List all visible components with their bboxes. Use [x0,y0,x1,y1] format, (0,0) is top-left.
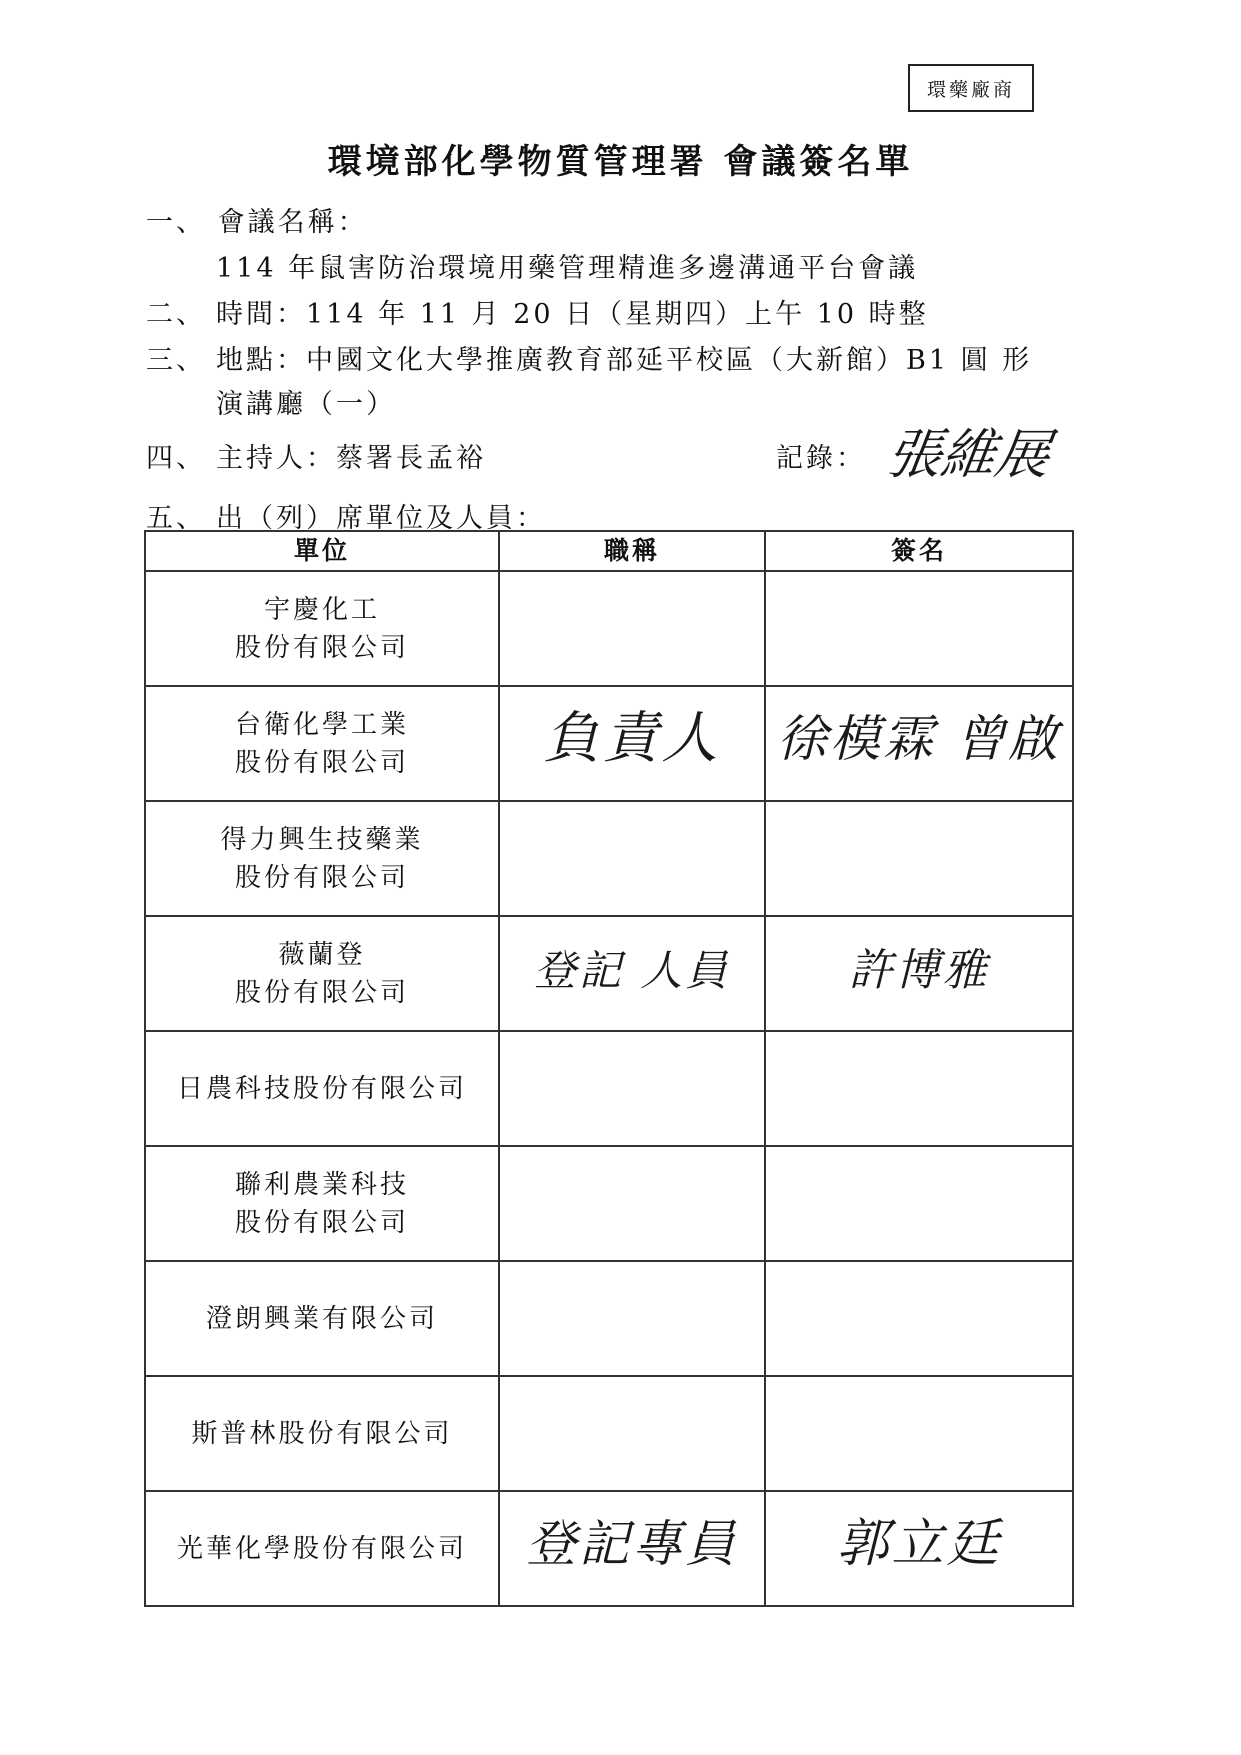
handwritten-signature: 郭立廷 [836,1514,1002,1574]
meeting-name: 114 年鼠害防治環境用藥管理精進多邊溝通平台會議 [216,253,919,284]
title-cell [499,1146,765,1261]
table-header-row [145,531,1073,571]
handwritten-signature: 徐模霖 曾啟 [777,710,1061,768]
title-cell [499,686,765,801]
table-row [145,571,1073,686]
meeting-name-label: 一、 會議名稱： [146,207,368,238]
time-text: 時間：114 年 11 月 20 日（星期四）上午 10 時整 [216,299,929,330]
header-unit: 單位 [145,531,499,571]
attendees-label: 出（列）席單位及人員： [216,503,546,534]
title-cell [499,1031,765,1146]
time-line [146,292,929,331]
handwritten-title: 登記 人員 [533,945,731,995]
table-row [145,1031,1073,1146]
unit-cell: 光華化學股份有限公司 [145,1491,499,1606]
title-cell [499,1376,765,1491]
title-cell [499,1491,765,1606]
header-signature: 簽名 [765,531,1073,571]
unit-cell: 台衛化學工業 股份有限公司 [145,686,499,801]
unit-cell: 宇慶化工 股份有限公司 [145,571,499,686]
place-line [146,338,1032,377]
unit-cell: 聯利農業科技 股份有限公司 [145,1146,499,1261]
unit-cell: 日農科技股份有限公司 [145,1031,499,1146]
signature-cell [765,571,1073,686]
title-cell [499,916,765,1031]
place-text: 地點：中國文化大學推廣教育部延平校區（大新館）B1 圓 形 [216,345,1033,376]
attendees-number: 五、 [146,503,206,534]
table-row [145,1146,1073,1261]
title-cell [499,571,765,686]
handwritten-title: 負責人 [543,705,721,771]
table-row [145,1376,1073,1491]
signature-cell [765,1146,1073,1261]
signature-cell [765,1031,1073,1146]
table-row [145,686,1073,801]
handwritten-title: 登記專員 [526,1515,738,1573]
host-number: 四、 [146,443,206,474]
signature-cell [765,916,1073,1031]
host-line [146,436,486,475]
attendance-table [144,530,1074,1607]
unit-cell: 斯普林股份有限公司 [145,1376,499,1491]
unit-cell: 澄朗興業有限公司 [145,1261,499,1376]
signature-cell [765,1491,1073,1606]
place-number: 三、 [146,345,206,376]
unit-cell: 得力興生技藥業 股份有限公司 [145,801,499,916]
recorder-signature: 張維展 [883,423,1054,486]
handwritten-signature: 許博雅 [848,944,990,996]
table-row [145,801,1073,916]
table-row [145,1491,1073,1606]
signature-cell [765,1261,1073,1376]
title-cell [499,801,765,916]
table-row [145,1261,1073,1376]
host-text: 主持人：蔡署長孟裕 [216,443,486,474]
recorder-label: 記錄： [776,443,866,474]
unit-cell: 薇蘭登 股份有限公司 [145,916,499,1031]
category-stamp: 環藥廠商 [908,64,1034,112]
place-line-2: 演講廳（一） [216,389,396,420]
time-number: 二、 [146,299,206,330]
title-cell [499,1261,765,1376]
header-title: 職稱 [499,531,765,571]
signature-cell [765,801,1073,916]
table-row [145,916,1073,1031]
signature-cell [765,686,1073,801]
signature-cell [765,1376,1073,1491]
document-title: 環境部化學物質管理署 會議簽名單 [327,142,914,182]
